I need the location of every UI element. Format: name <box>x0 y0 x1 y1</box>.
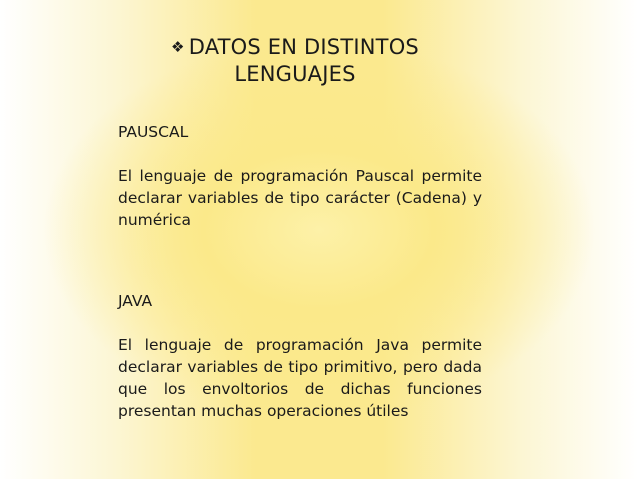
title-text-line-1: DATOS EN DISTINTOS <box>188 35 419 59</box>
slide-title <box>150 34 440 88</box>
section-heading-pauscal: PAUSCAL <box>118 123 189 141</box>
section-pauscal <box>118 121 482 231</box>
section-heading-java: JAVA <box>118 292 153 310</box>
section-java <box>118 290 482 422</box>
title-text-line-2: LENGUAJES <box>234 62 356 86</box>
diamond-bullet-icon: ❖ <box>171 38 185 56</box>
section-body-java: El lenguaje de programación Java permite declarar variables de tipo primitivo, pero dada que los envoltorios de dichas funciones presentan muchas operaciones útiles <box>118 336 482 420</box>
section-body-pauscal: El lenguaje de programación Pauscal permite declarar variables de tipo carácter (Cadena) y numérica <box>118 167 482 229</box>
title-line-1 <box>150 34 440 61</box>
